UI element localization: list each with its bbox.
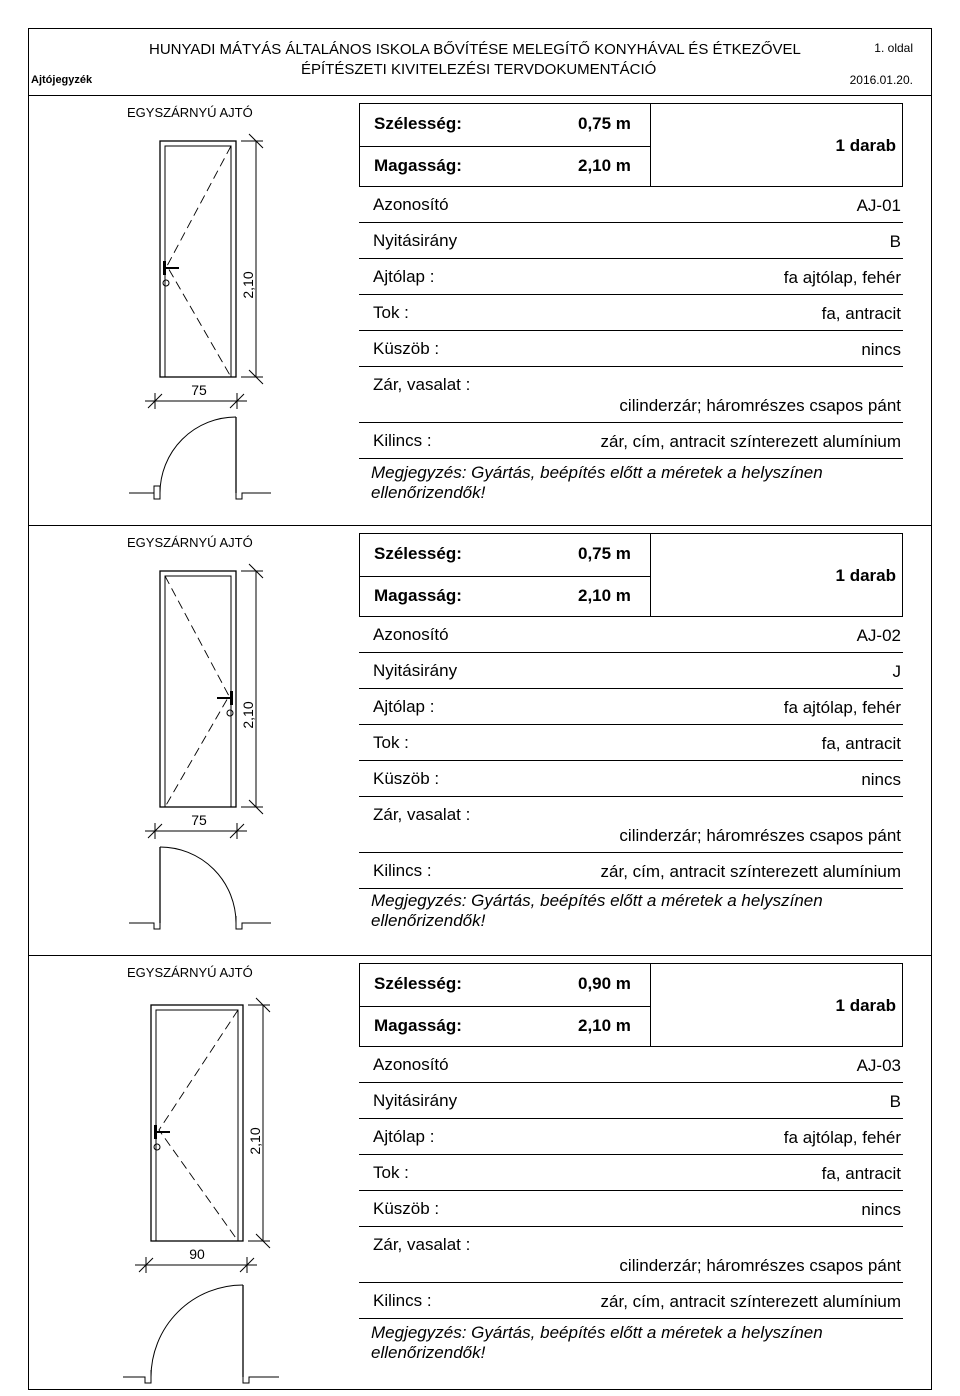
door-count: 1 darab xyxy=(835,566,896,585)
row-label: Nyitásirány xyxy=(373,661,458,680)
row-label: Tok : xyxy=(373,1163,409,1182)
row-label: Kilincs : xyxy=(373,431,432,450)
row-label: Azonosító xyxy=(373,625,449,644)
row-threshold xyxy=(359,331,903,367)
row-leaf xyxy=(359,1119,903,1155)
door-note: Megjegyzés: Gyártás, beépítés előtt a méretek a helyszínen ellenőrizendők! xyxy=(371,463,823,502)
width-dimension: 75 xyxy=(191,812,207,828)
row-label: Azonosító xyxy=(373,195,449,214)
door-id: AJ-02 xyxy=(856,626,901,645)
sheet-frame xyxy=(28,28,932,1390)
lock-value: cilinderzár; háromrészes csapos pánt xyxy=(619,396,901,415)
row-frame xyxy=(359,1155,903,1191)
door-title: EGYSZÁRNYÚ AJTÓ xyxy=(127,535,253,550)
row-label: Küszöb : xyxy=(373,1199,440,1218)
width-value: 0,90 m xyxy=(578,974,631,993)
frame-value: fa, antracit xyxy=(821,734,901,753)
height-value: 2,10 m xyxy=(578,156,631,175)
door-section-3 xyxy=(29,955,931,1385)
handle-value: zár, cím, antracit színterezett alumínium xyxy=(600,1292,901,1311)
width-dimension: 75 xyxy=(191,382,207,398)
row-id xyxy=(359,1047,903,1083)
row-id xyxy=(359,617,903,653)
threshold-value: nincs xyxy=(861,340,901,359)
leaf-value: fa ajtólap, fehér xyxy=(783,698,901,717)
height-label: Magasság: xyxy=(374,156,462,175)
lock-value: cilinderzár; háromrészes csapos pánt xyxy=(619,1256,901,1275)
leaf-value: fa ajtólap, fehér xyxy=(783,268,901,287)
dimension-table xyxy=(359,963,903,1047)
row-label: Azonosító xyxy=(373,1055,449,1074)
dimension-table xyxy=(359,103,903,187)
row-handle xyxy=(359,853,903,889)
door-note: Megjegyzés: Gyártás, beépítés előtt a méretek a helyszínen ellenőrizendők! xyxy=(371,891,823,930)
door-note: Megjegyzés: Gyártás, beépítés előtt a méretek a helyszínen ellenőrizendők! xyxy=(371,1323,823,1362)
door-title: EGYSZÁRNYÚ AJTÓ xyxy=(127,105,253,120)
row-label: Zár, vasalat : xyxy=(373,1235,471,1254)
dimension-table xyxy=(359,533,903,617)
frame-value: fa, antracit xyxy=(821,304,901,323)
door-drawing xyxy=(111,553,311,943)
row-label: Ajtólap : xyxy=(373,697,435,716)
height-label: Magasság: xyxy=(374,1016,462,1035)
row-label: Ajtólap : xyxy=(373,267,435,286)
row-label: Zár, vasalat : xyxy=(373,805,471,824)
door-drawing xyxy=(111,123,311,513)
row-frame xyxy=(359,725,903,761)
row-threshold xyxy=(359,761,903,797)
row-label: Ajtólap : xyxy=(373,1127,435,1146)
door-section-1 xyxy=(29,95,931,525)
row-lock xyxy=(359,797,903,853)
page-number: 1. oldal xyxy=(874,41,913,55)
row-opening xyxy=(359,223,903,259)
lock-value: cilinderzár; háromrészes csapos pánt xyxy=(619,826,901,845)
row-opening xyxy=(359,653,903,689)
row-label: Nyitásirány xyxy=(373,231,458,250)
threshold-value: nincs xyxy=(861,770,901,789)
opening-value: B xyxy=(889,1092,901,1111)
height-value: 2,10 m xyxy=(578,1016,631,1035)
row-handle xyxy=(359,423,903,459)
row-label: Nyitásirány xyxy=(373,1091,458,1110)
handle-value: zár, cím, antracit színterezett alumínium xyxy=(600,432,901,451)
project-title-line1: HUNYADI MÁTYÁS ÁLTALÁNOS ISKOLA BŐVÍTÉSE MELEGÍTŐ KONYHÁVAL ÉS ÉTKEZŐVEL xyxy=(149,41,801,58)
height-dimension: 2,10 xyxy=(240,271,256,299)
door-count: 1 darab xyxy=(835,996,896,1015)
height-value: 2,10 m xyxy=(578,586,631,605)
door-id: AJ-03 xyxy=(856,1056,901,1075)
door-id: AJ-01 xyxy=(856,196,901,215)
width-label: Szélesség: xyxy=(374,974,462,993)
frame-value: fa, antracit xyxy=(821,1164,901,1183)
row-handle xyxy=(359,1283,903,1319)
handle-value: zár, cím, antracit színterezett alumínium xyxy=(600,862,901,881)
door-title: EGYSZÁRNYÚ AJTÓ xyxy=(127,965,253,980)
row-label: Kilincs : xyxy=(373,861,432,880)
row-leaf xyxy=(359,689,903,725)
row-label: Kilincs : xyxy=(373,1291,432,1310)
width-value: 0,75 m xyxy=(578,114,631,133)
height-dimension: 2,10 xyxy=(247,1127,263,1155)
leaf-value: fa ajtólap, fehér xyxy=(783,1128,901,1147)
row-lock xyxy=(359,367,903,423)
row-label: Küszöb : xyxy=(373,769,440,788)
document-date: 2016.01.20. xyxy=(849,73,913,87)
project-title-line2: ÉPÍTÉSZETI KIVITELEZÉSI TERVDOKUMENTÁCIÓ xyxy=(301,61,657,78)
row-leaf xyxy=(359,259,903,295)
door-section-2 xyxy=(29,525,931,955)
height-label: Magasság: xyxy=(374,586,462,605)
row-label: Zár, vasalat : xyxy=(373,375,471,394)
threshold-value: nincs xyxy=(861,1200,901,1219)
opening-value: B xyxy=(889,232,901,251)
row-label: Tok : xyxy=(373,303,409,322)
width-label: Szélesség: xyxy=(374,544,462,563)
width-label: Szélesség: xyxy=(374,114,462,133)
row-id xyxy=(359,187,903,223)
row-threshold xyxy=(359,1191,903,1227)
door-drawing xyxy=(111,983,311,1393)
door-count: 1 darab xyxy=(835,136,896,155)
opening-value: J xyxy=(892,662,901,681)
document-type: Ajtójegyzék xyxy=(31,74,93,86)
sheet-header xyxy=(29,29,931,96)
width-dimension: 90 xyxy=(189,1246,205,1262)
row-label: Tok : xyxy=(373,733,409,752)
height-dimension: 2,10 xyxy=(240,701,256,729)
row-frame xyxy=(359,295,903,331)
width-value: 0,75 m xyxy=(578,544,631,563)
row-label: Küszöb : xyxy=(373,339,440,358)
row-lock xyxy=(359,1227,903,1283)
row-opening xyxy=(359,1083,903,1119)
